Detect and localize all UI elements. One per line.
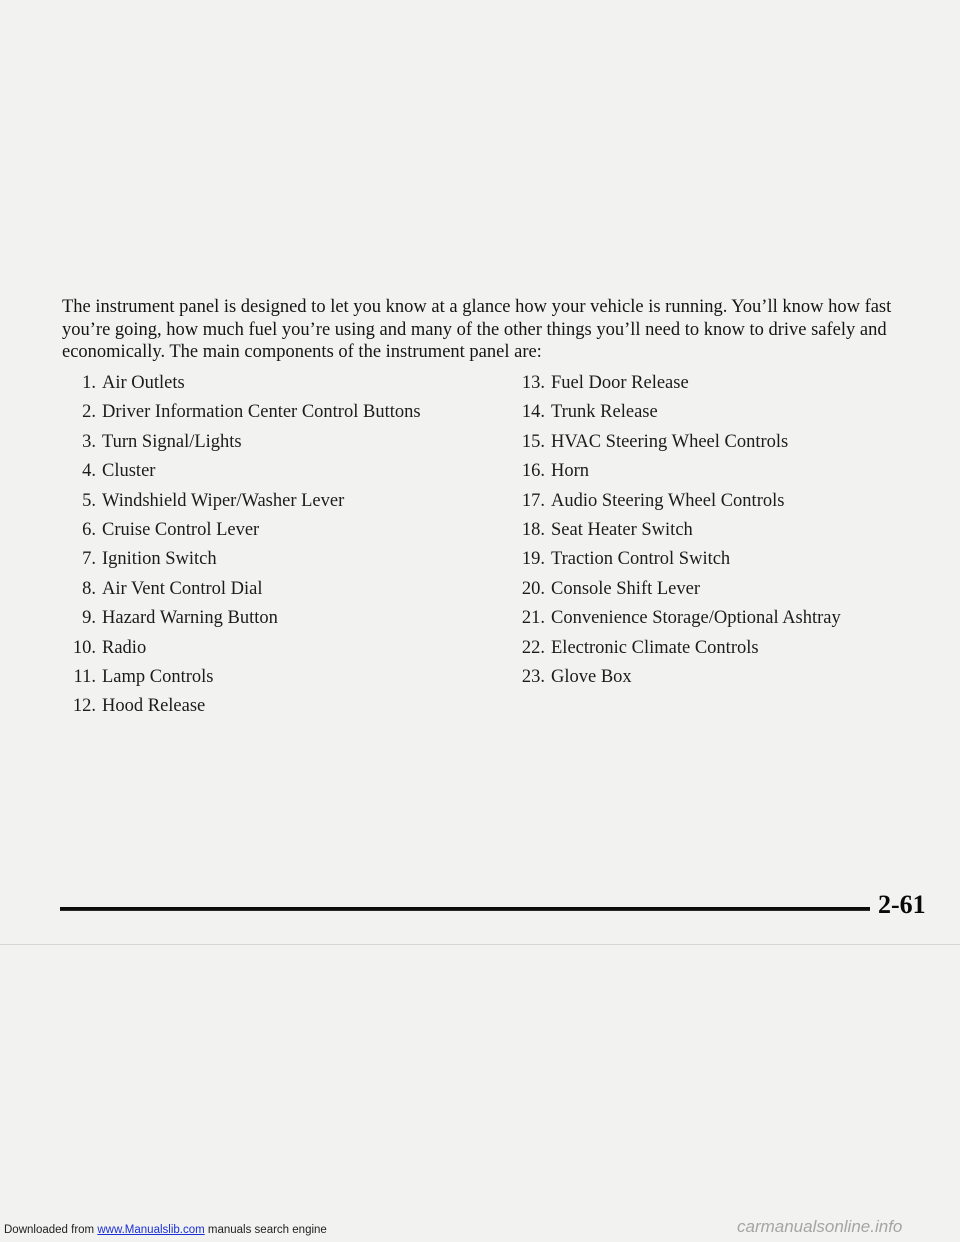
item-label: Cluster	[102, 461, 156, 482]
list-item	[503, 545, 923, 574]
list-item	[60, 516, 480, 545]
item-label: Radio	[102, 637, 147, 658]
item-label: Fuel Door Release	[551, 373, 689, 393]
footer-prefix: Downloaded from	[4, 1224, 98, 1236]
item-number: 11.	[73, 666, 96, 687]
item-label: Air Outlets	[102, 373, 185, 393]
download-footer	[4, 1224, 327, 1236]
list-item	[503, 634, 923, 663]
item-number: 2.	[82, 402, 96, 423]
item-label: Cruise Control Lever	[102, 519, 260, 540]
item-label: Hazard Warning Button	[102, 608, 278, 629]
item-number: 19.	[521, 549, 545, 570]
list-item	[60, 487, 480, 516]
item-label: Windshield Wiper/Washer Lever	[102, 490, 345, 511]
item-label: Audio Steering Wheel Controls	[551, 490, 785, 511]
components-list-right	[503, 369, 923, 692]
list-item	[503, 663, 923, 692]
list-item	[503, 457, 923, 486]
item-label: Glove Box	[551, 666, 632, 687]
components-list-left	[60, 369, 480, 722]
list-item	[503, 575, 923, 604]
list-item	[503, 487, 923, 516]
item-number: 1.	[82, 373, 96, 393]
list-item	[60, 692, 480, 721]
item-number: 18.	[521, 519, 545, 540]
item-number: 12.	[72, 696, 96, 717]
list-item	[60, 369, 480, 398]
item-label: HVAC Steering Wheel Controls	[551, 431, 789, 452]
list-item	[60, 398, 480, 427]
item-number: 23.	[521, 666, 545, 687]
item-number: 6.	[82, 519, 96, 540]
item-label: Convenience Storage/Optional Ashtray	[551, 608, 841, 629]
item-label: Lamp Controls	[102, 666, 214, 687]
item-label: Traction Control Switch	[551, 549, 731, 570]
item-number: 7.	[82, 549, 96, 570]
item-number: 10.	[72, 637, 96, 658]
list-item	[60, 545, 480, 574]
list-item	[503, 604, 923, 633]
item-number: 22.	[521, 637, 545, 658]
item-label: Ignition Switch	[102, 549, 217, 570]
item-number: 14.	[521, 402, 545, 423]
intro-paragraph: The instrument panel is designed to let you know at a glance how your vehicle is running. You’ll know how fast you’re going, how much fuel you’re using and many of the other things you’ll need to know to drive safely and economically. The main components of the instrument panel are:	[62, 297, 892, 362]
manualslib-link[interactable]: www.Manualslib.com	[97, 1224, 205, 1236]
item-number: 13.	[521, 373, 545, 393]
item-label: Console Shift Lever	[551, 578, 701, 599]
item-label: Hood Release	[102, 696, 206, 717]
list-item	[60, 663, 480, 692]
item-number: 4.	[82, 461, 96, 482]
list-item	[503, 428, 923, 457]
list-item	[60, 428, 480, 457]
item-number: 15.	[521, 431, 545, 452]
page-number: 2-61	[878, 890, 926, 919]
watermark: carmanualsonline.info	[737, 1217, 903, 1236]
item-label: Air Vent Control Dial	[102, 578, 263, 599]
item-number: 17.	[521, 490, 545, 511]
list-item	[60, 457, 480, 486]
page-rule	[60, 907, 870, 911]
item-number: 3.	[82, 431, 96, 452]
list-item	[503, 369, 923, 398]
item-label: Electronic Climate Controls	[551, 637, 759, 658]
item-number: 16.	[521, 461, 545, 482]
item-label: Horn	[551, 461, 590, 482]
list-item	[60, 604, 480, 633]
item-number: 9.	[82, 608, 96, 629]
list-item	[503, 516, 923, 545]
item-number: 5.	[82, 490, 96, 511]
list-item	[60, 575, 480, 604]
item-number: 20.	[521, 578, 545, 599]
item-number: 8.	[82, 578, 96, 599]
item-label: Trunk Release	[551, 402, 658, 423]
item-label: Seat Heater Switch	[551, 519, 693, 540]
list-item	[60, 634, 480, 663]
list-item	[503, 398, 923, 427]
item-label: Turn Signal/Lights	[102, 431, 242, 452]
divider	[0, 944, 960, 945]
item-number: 21.	[521, 608, 545, 629]
item-label: Driver Information Center Control Buttons	[102, 402, 421, 423]
footer-suffix: manuals search engine	[204, 1224, 327, 1236]
